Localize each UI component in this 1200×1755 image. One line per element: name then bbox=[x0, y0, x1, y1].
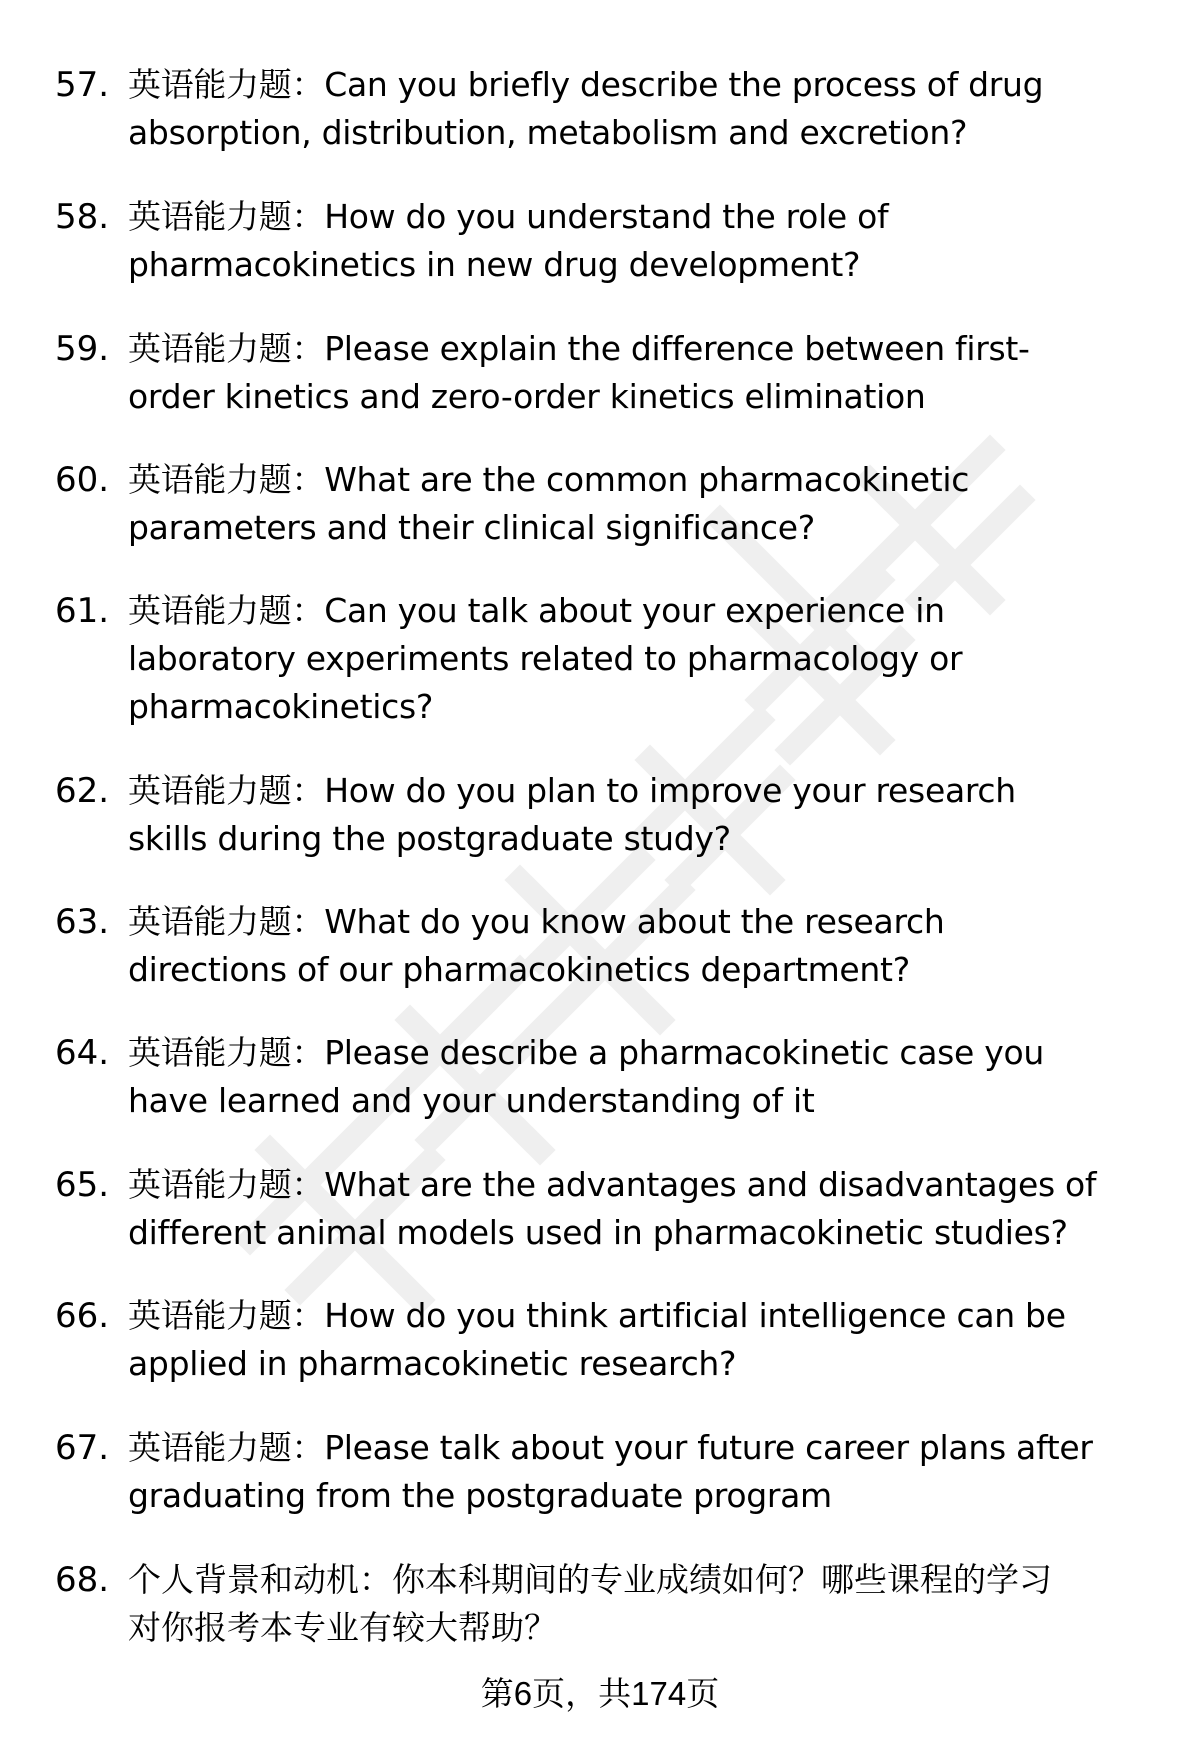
question-text-line: 英语能力题：Can you briefly describe the process of drug bbox=[128, 65, 1044, 104]
question-number: 61. bbox=[55, 591, 110, 631]
question-text-line: 个人背景和动机：你本科期间的专业成绩如何？哪些课程的学习 bbox=[128, 1560, 1052, 1599]
question-text-line: parameters and their clinical significance? bbox=[128, 508, 815, 547]
question-text-line: 英语能力题：How do you understand the role of bbox=[128, 197, 889, 236]
question-text-line: applied in pharmacokinetic research? bbox=[128, 1344, 737, 1383]
question-text-line: directions of our pharmacokinetics department? bbox=[128, 950, 910, 989]
question-number: 64. bbox=[55, 1033, 110, 1073]
question-text-line: 英语能力题：How do you plan to improve your research bbox=[128, 771, 1016, 810]
question-text-line: different animal models used in pharmacokinetic studies? bbox=[128, 1213, 1068, 1252]
question-text-line: graduating from the postgraduate program bbox=[128, 1476, 832, 1515]
question-number: 65. bbox=[55, 1165, 110, 1205]
question-text-line: 英语能力题：How do you think artificial intelligence can be bbox=[128, 1296, 1066, 1335]
question-text-line: 英语能力题：What are the advantages and disadvantages of bbox=[128, 1165, 1097, 1204]
question-text-line: 英语能力题：Please talk about your future career plans after bbox=[128, 1428, 1093, 1467]
question-text-line: 对你报考本专业有较大帮助？ bbox=[128, 1608, 557, 1647]
question-text-line: laboratory experiments related to pharmacology or bbox=[128, 639, 963, 678]
question-number: 68. bbox=[55, 1560, 110, 1600]
question-text-line: have learned and your understanding of it bbox=[128, 1081, 815, 1120]
question-text-line: 英语能力题：Please explain the difference between first- bbox=[128, 329, 1030, 368]
question-text-line: skills during the postgraduate study? bbox=[128, 819, 731, 858]
question-number: 66. bbox=[55, 1296, 110, 1336]
question-text-line: 英语能力题：Can you talk about your experience in bbox=[128, 591, 945, 630]
page-indicator: 第6页，共174页 bbox=[480, 1675, 720, 1712]
question-text-line: 英语能力题：Please describe a pharmacokinetic case you bbox=[128, 1033, 1044, 1072]
question-number: 63. bbox=[55, 902, 110, 942]
question-text-line: pharmacokinetics? bbox=[128, 687, 434, 726]
question-number: 62. bbox=[55, 771, 110, 811]
question-text-line: 英语能力题：What are the common pharmacokinetic bbox=[128, 460, 970, 499]
question-number: 60. bbox=[55, 460, 110, 500]
question-text-line: pharmacokinetics in new drug development? bbox=[128, 245, 861, 284]
question-number: 58. bbox=[55, 197, 110, 237]
question-number: 59. bbox=[55, 329, 110, 369]
question-text-line: order kinetics and zero-order kinetics elimination bbox=[128, 377, 926, 416]
question-text-line: 英语能力题：What do you know about the research bbox=[128, 902, 945, 941]
question-number: 57. bbox=[55, 65, 110, 105]
question-number: 67. bbox=[55, 1428, 110, 1468]
question-text-line: absorption, distribution, metabolism and excretion? bbox=[128, 113, 968, 152]
